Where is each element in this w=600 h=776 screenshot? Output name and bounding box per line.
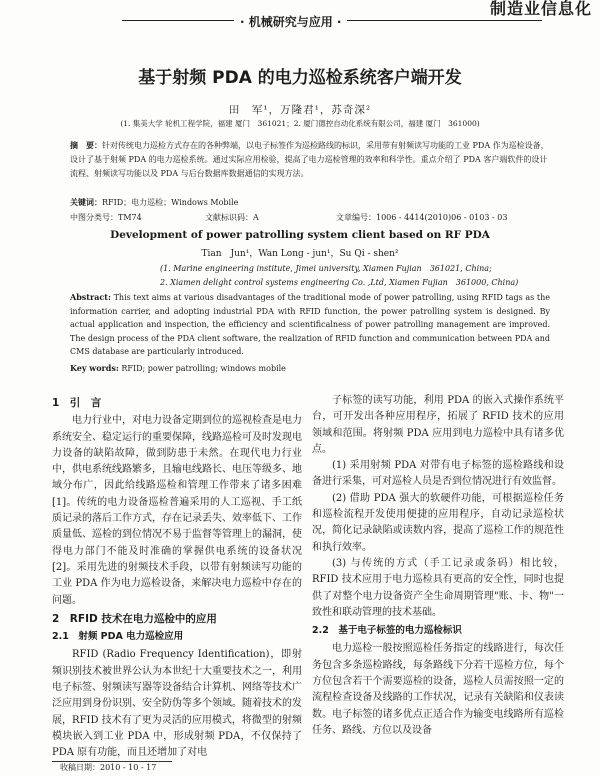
paper-title-en: Development of power patrolling system client based on RF PDA	[110, 229, 490, 241]
document-code: 文献标识码：A	[205, 213, 259, 222]
abstract-en-label: Abstract:	[70, 292, 111, 302]
keywords-en	[70, 363, 286, 373]
paper-title: 基于射频 PDA 的电力巡检系统客户端开发	[138, 68, 462, 88]
abstract-cn-label: 摘 要：	[70, 140, 102, 150]
paragraph: 电力行业中，对电力设备定期到位的巡视检查是电力系统安全、稳定运行的重要保障，线路巡检可及时发现电力设备的缺陷故障，做到防患于未然。在现代电力行业中，供电系统线路繁多，且输电线路长、电压等级多、地域分布广，因此给线路巡检和管理工作带来了诸多困难[1]。传统的电力设备巡检普遍采用的人工巡视、手工纸质记录的落后工作方式，存在记录丢失、效率低下、工作质量低、巡检的到位情况不易于监督等管理上的漏洞，使得电力部门不能及时准确的掌握供电系统的设备状况[2]。采用先进的射频技术手段，以带有射频读写功能的工业 PDA 作为电力巡检设备，来解决电力巡检中存在的问题。	[52, 415, 302, 606]
body-left-column	[52, 393, 302, 762]
keywords-cn-text: RFID；电力巡检；Windows Mobile	[102, 198, 239, 207]
abstract-en-text: This text aims at various disadvantages of the traditional mode of power patrolling, using RFID tags as the information carrier, and adopting industrial PDA with RFID function, the power patrolling system is designed. By actual application and inspection, the efficiency and scientificalness of power patrolling management are improved. The design process of the PDA client software, the realization of RFID function and communication between PDA and CMS database are particularly introduced.	[70, 293, 550, 356]
section-label: · 机械研究与应用 ·	[234, 13, 347, 30]
authors: 田 军¹，万隆君¹，苏奇深²	[228, 104, 372, 116]
abstract-cn	[70, 138, 550, 181]
affiliations-en	[160, 262, 560, 290]
paragraph: (2) 借助 PDA 强大的软硬件功能，可根据巡检任务和巡检流程开发使用便捷的应用程序，自动记录巡检状况，简化记录缺陷或读数内容，提高了巡检工作的规范性和执行效率。	[312, 492, 564, 553]
keywords-en-text: RFID; power patrolling; windows mobile	[121, 364, 286, 373]
heading-rf-pda: 2.1 射频 PDA 电力巡检应用	[52, 631, 184, 643]
received-date: 收稿日期：2010 - 10 - 17	[60, 763, 157, 772]
paragraph: (3) 与传统的方式（手工记录或条码）相比较，RFID 技术应用于电力巡检具有更高的安全性，同时也提供了对整个电力设备资产全生命周期管理"账、卡、物"一致性和联动管理的技术基础。	[312, 557, 564, 618]
article-number: 文章编号：1006 - 4414(2010)06 - 0103 - 03	[336, 213, 508, 222]
abstract-en	[70, 291, 550, 359]
keywords-cn	[70, 197, 238, 208]
clc-number: 中图分类号：TM74	[70, 213, 142, 222]
paragraph: (1) 采用射频 PDA 对带有电子标签的巡检路线和设备进行采集，可对巡检人员是否到位情况进行有效监督。	[312, 460, 564, 488]
paragraph: RFID (Radio Frequency Identification)，即射频识别技术被世界公认为本世纪十大重要技术之一，利用电子标签、射频读写器等设备结合计算机、网络等技术广泛应用到身份识别、安全防伪等多个领域。随着技术的发展，RFID 技术有了更为灵活的应用模式，将微型的射频模块嵌入到工业 PDA 中，形成射频 PDA，不仅保持了 PDA 原有功能，而且还增加了对电	[52, 649, 302, 759]
paragraph: 子标签的读写功能，利用 PDA 的嵌入式操作系统平台，可开发出各种应用程序，拓展了 RFID 技术的应用领域和范围。将射频 PDA 应用到电力巡检中具有诸多优点。	[312, 395, 564, 455]
heading-electronic-tag: 2.2 基于电子标签的电力巡检标识	[312, 625, 462, 637]
heading-introduction: 1 引 言	[52, 397, 102, 409]
keywords-cn-label: 关键词：	[70, 197, 102, 207]
affiliation-en-2: 2. Xiamen delight control systems engineering Co. ,Ltd, Xiamen Fujian 361000, China)	[160, 278, 519, 287]
affiliation-en-1: (1. Marine engineering institute, Jimei university, Xiamen Fujian 361021, China;	[160, 264, 492, 273]
body-right-column	[312, 393, 564, 739]
heading-rfid-application: 2 RFID 技术在电力巡检中的应用	[52, 612, 217, 625]
keywords-en-label: Key words:	[70, 363, 119, 373]
abstract-cn-text: 针对传统电力巡检方式存在的各种弊端，以电子标签作为巡检路线的标识，采用带有射频读写功能的工业 PDA 作为巡检设备，设计了基于射频 PDA 的电力巡检系统。通过实际应用检验，提高了电力巡检管理的效率和科学性。重点介绍了 PDA 客户端软件的设计流程、射频读写功能以及 PDA 与后台数据库数据通信的实现方法。	[70, 141, 549, 178]
paragraph: 电力巡检一般按照巡检任务指定的线路进行，每次任务包含多条巡检路线，每条路线下分若干巡检方位，每个方位包含若干个需要巡检的设备，巡检人员需按照一定的流程检查设备及线路的工作状况，记录有关缺陷和仪表读数。电子标签的诸多优点正适合作为输变电线路所有巡检任务、路线、方位以及设备	[312, 643, 564, 736]
affiliation: (1. 集美大学 轮机工程学院，福建 厦门 361021；2. 厦门德控自动化系统有限公司，福建 厦门 361000)	[120, 119, 480, 128]
authors-en: Tian Jun¹，Wan Long - jun¹，Su Qi - shen²	[201, 249, 399, 259]
journal-brand: 制造业信息化	[489, 0, 592, 18]
